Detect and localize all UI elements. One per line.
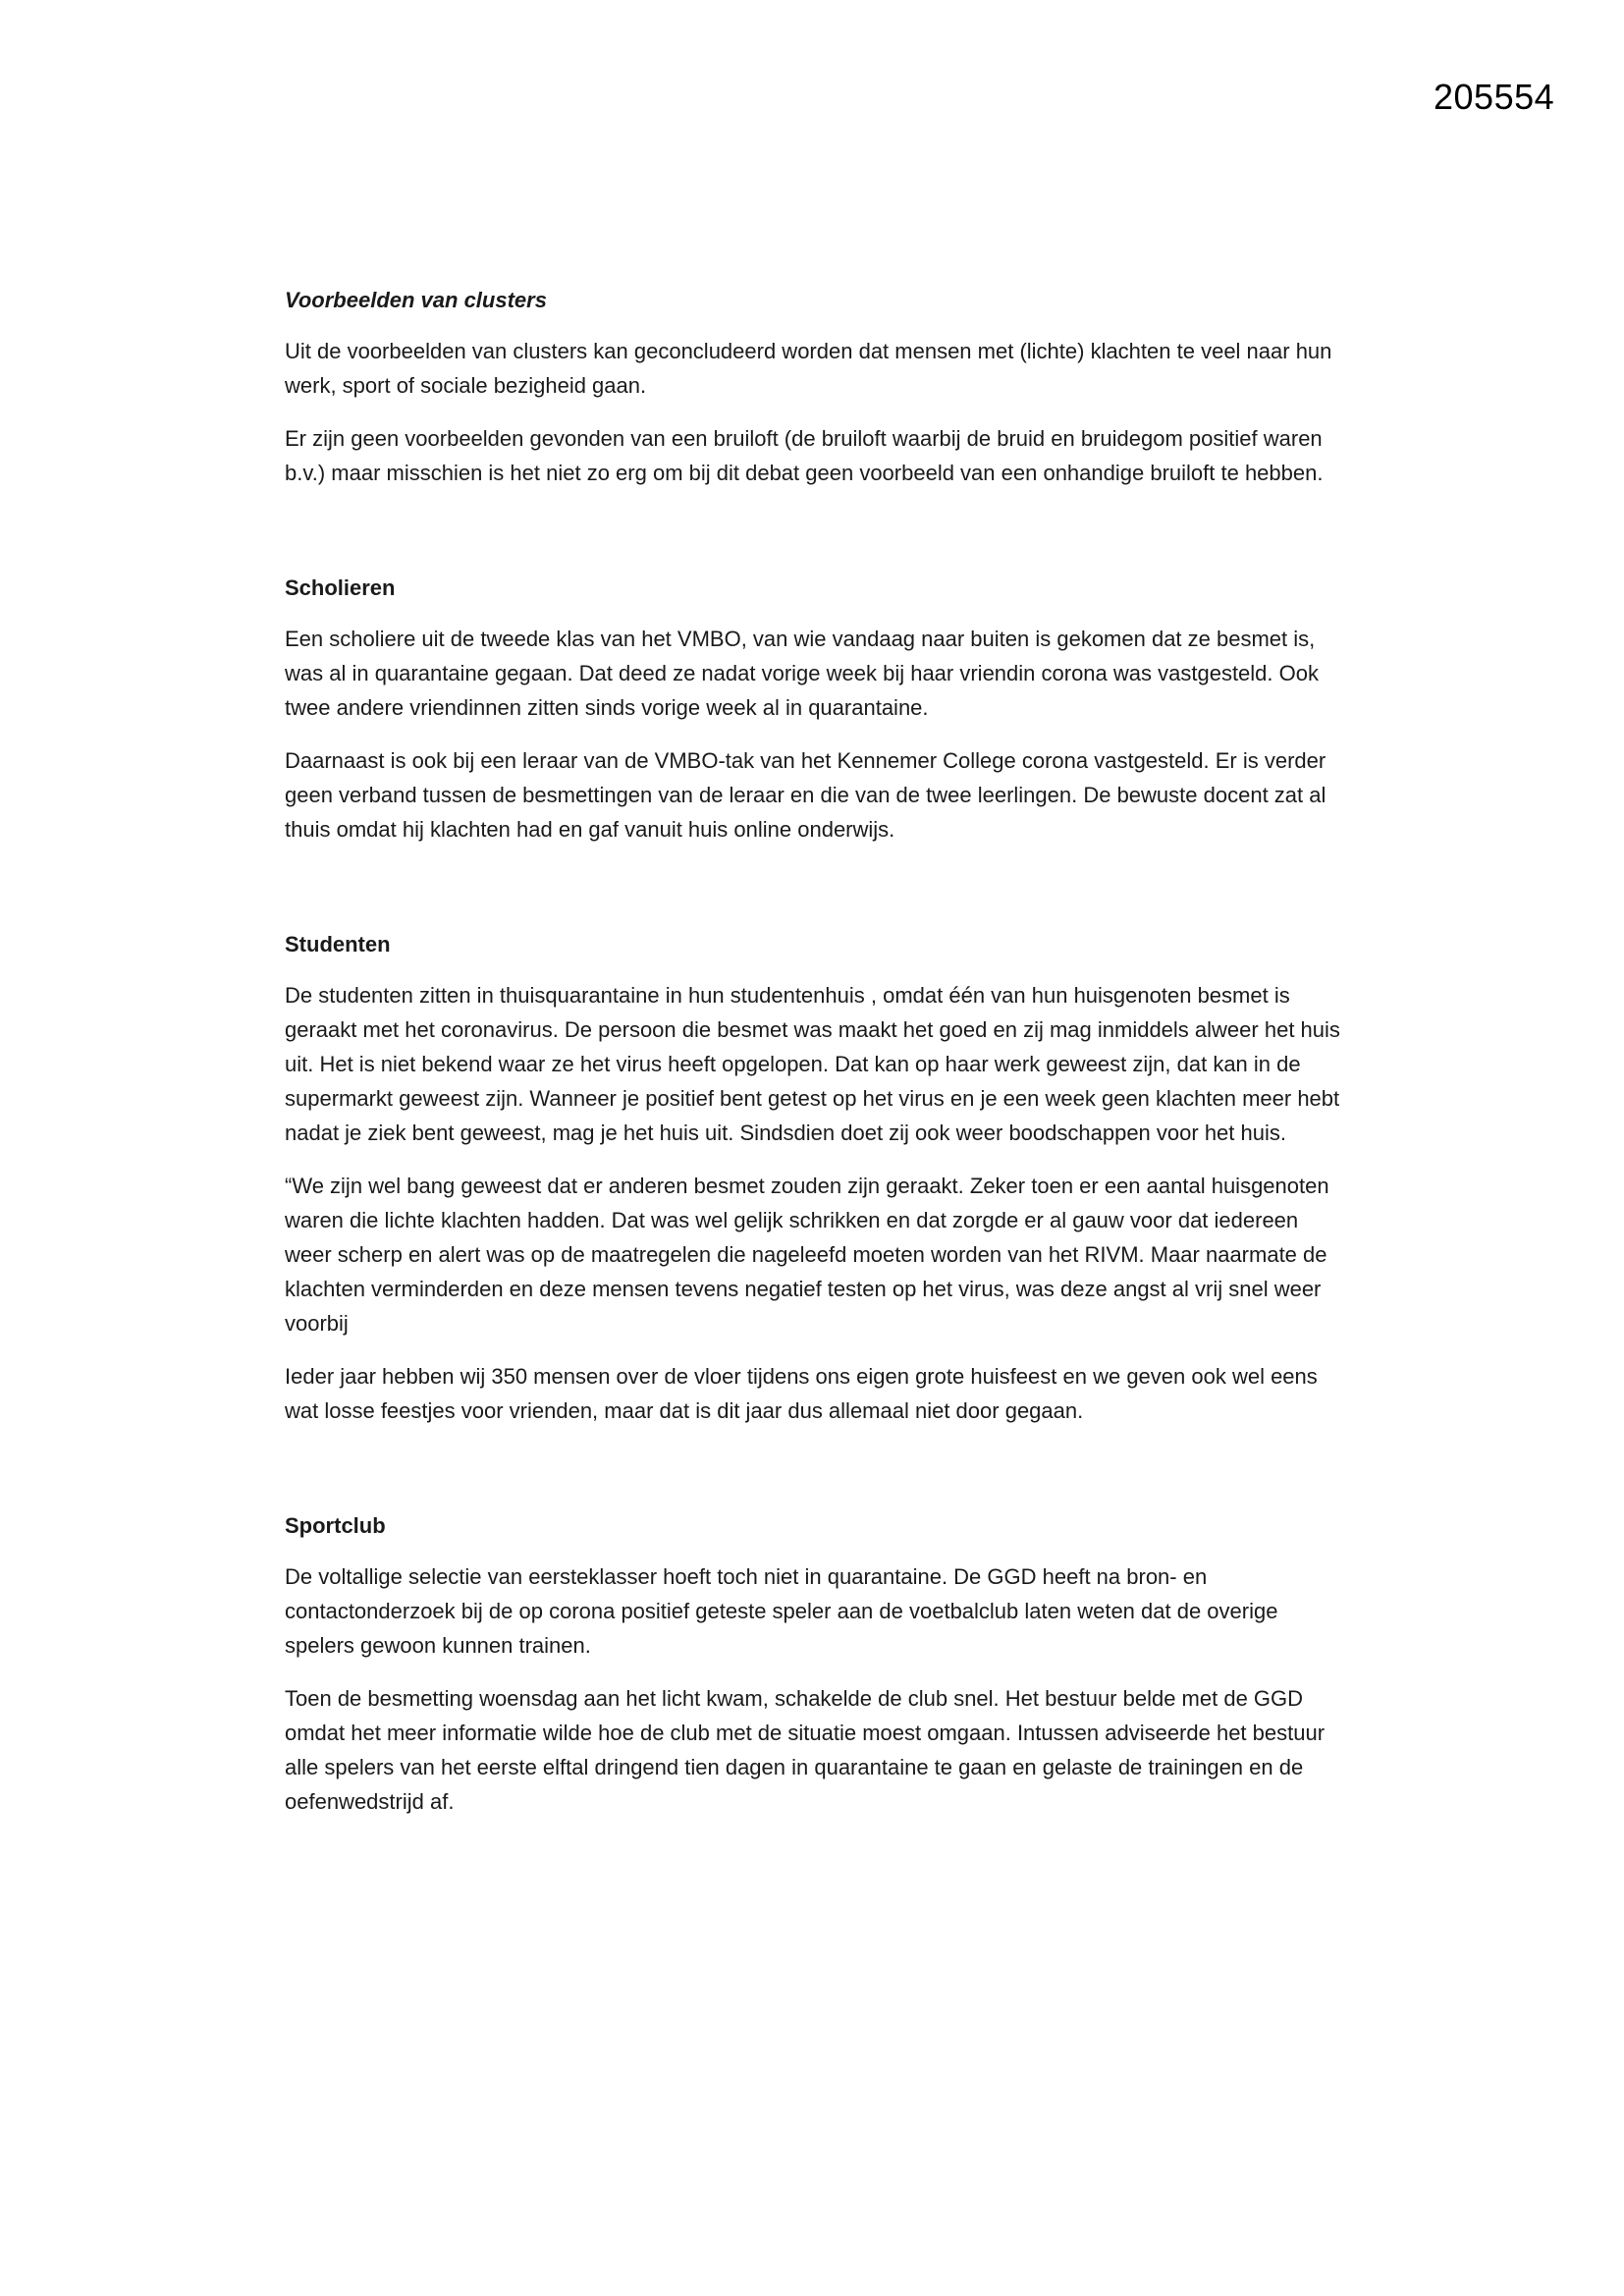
section-sportclub	[285, 1508, 1345, 1819]
section-heading: Studenten	[285, 932, 391, 957]
paragraph: Er zijn geen voorbeelden gevonden van een bruiloft (de bruiloft waarbij de bruid en bruidegom positief waren b.v.) maar misschien is het niet zo erg om bij dit debat geen voorbeeld van een onhandige bruiloft te hebben.	[285, 426, 1324, 485]
paragraph: “We zijn wel bang geweest dat er anderen besmet zouden zijn geraakt. Zeker toen er een aantal huisgenoten waren die lichte klachten hadden. Dat was wel gelijk schrikken en dat zorgde er al gauw voor dat iedereen weer scherp en alert was op de maatregelen die nageleefd moeten worden van het RIVM. Maar naarmate de klachten verminderden en deze mensen tevens negatief testen op het virus, was deze angst al vrij snel weer voorbij	[285, 1174, 1329, 1336]
section-studenten	[285, 927, 1345, 1428]
section-heading: Voorbeelden van clusters	[285, 288, 547, 312]
paragraph: Uit de voorbeelden van clusters kan geconcludeerd worden dat mensen met (lichte) klachten te veel naar hun werk, sport of sociale bezigheid gaan.	[285, 339, 1332, 398]
paragraph: Een scholiere uit de tweede klas van het VMBO, van wie vandaag naar buiten is gekomen dat ze besmet is, was al in quarantaine gegaan. Dat deed ze nadat vorige week bij haar vriendin corona was vastgesteld. Ook twee andere vriendinnen zitten sinds vorige week al in quarantaine.	[285, 627, 1319, 720]
section-scholieren	[285, 571, 1345, 847]
paragraph: Ieder jaar hebben wij 350 mensen over de vloer tijdens ons eigen grote huisfeest en we geven ook wel eens wat losse feestjes voor vrienden, maar dat is dit jaar dus allemaal niet door gegaan.	[285, 1364, 1318, 1423]
section-heading: Scholieren	[285, 575, 396, 600]
section-heading: Sportclub	[285, 1513, 386, 1538]
paragraph: De studenten zitten in thuisquarantaine in hun studentenhuis , omdat één van hun huisgenoten besmet is geraakt met het coronavirus. De persoon die besmet was maakt het goed en zij mag inmiddels alweer het huis uit. Het is niet bekend waar ze het virus heeft opgelopen. Dat kan op haar werk geweest zijn, dat kan in de supermarkt geweest zijn. Wanneer je positief bent getest op het virus en je een week geen klachten meer hebt nadat je ziek bent geweest, mag je het huis uit. Sindsdien doet zij ook weer boodschappen voor het huis.	[285, 983, 1340, 1145]
section-voorbeelden-van-clusters	[285, 283, 1345, 490]
document-body	[285, 283, 1345, 1819]
document-number: 205554	[1434, 77, 1555, 117]
paragraph: Toen de besmetting woensdag aan het licht kwam, schakelde de club snel. Het bestuur belde met de GGD omdat het meer informatie wilde hoe de club met de situatie moest omgaan. Intussen adviseerde het bestuur alle spelers van het eerste elftal dringend tien dagen in quarantaine te gaan en gelaste de trainingen en de oefenwedstrijd af.	[285, 1686, 1326, 1814]
paragraph: Daarnaast is ook bij een leraar van de VMBO-tak van het Kennemer College corona vastgesteld. Er is verder geen verband tussen de besmettingen van de leraar en die van de twee leerlingen. De bewuste docent zat al thuis omdat hij klachten had en gaf vanuit huis online onderwijs.	[285, 748, 1326, 842]
paragraph: De voltallige selectie van eersteklasser hoeft toch niet in quarantaine. De GGD heeft na bron- en contactonderzoek bij de op corona positief geteste speler aan de voetbalclub laten weten dat de overige spelers gewoon kunnen trainen.	[285, 1564, 1278, 1658]
